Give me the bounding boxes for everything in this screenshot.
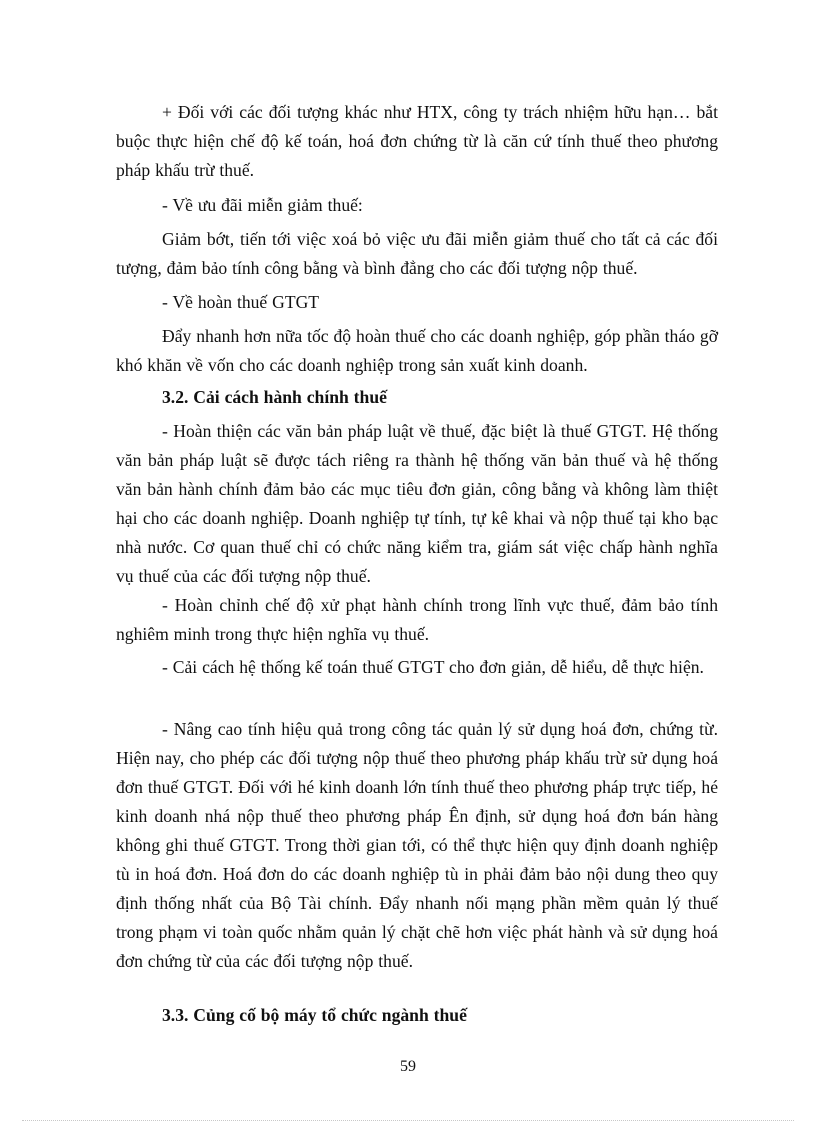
paragraph-tax-incentives-heading: - Về ưu đãi miễn giảm thuế:: [162, 195, 363, 215]
page-number: 59: [400, 1058, 416, 1075]
paragraph-vat-refund-body: Đẩy nhanh hơn nữa tốc độ hoàn thuế cho các doanh nghiệp, góp phần tháo gỡ khó khăn về vốn cho các doanh nghiệp trong sản xuất kinh doanh.: [116, 326, 718, 375]
page-bottom-divider: [22, 1120, 794, 1121]
paragraph-tax-incentives-body: Giảm bớt, tiến tới việc xoá bỏ việc ưu đãi miễn giảm thuế cho tất cả các đối tượng, đảm bảo tính công bằng và bình đẳng cho các đối tượng nộp thuế.: [116, 229, 718, 278]
paragraph-administrative-penalties: - Hoàn chỉnh chế độ xử phạt hành chính trong lĩnh vực thuế, đảm bảo tính nghiêm minh trong thực hiện nghĩa vụ thuế.: [116, 595, 718, 644]
section-heading-3-3: 3.3. Củng cố bộ máy tổ chức ngành thuế: [162, 1005, 467, 1025]
section-heading-3-2: 3.2. Cải cách hành chính thuế: [162, 387, 387, 407]
paragraph-invoice-management: - Nâng cao tính hiệu quả trong công tác quản lý sử dụng hoá đơn, chứng từ. Hiện nay, cho phép các đối tượng nộp thuế theo phương pháp khấu trừ sử dụng hoá đơn thuế GTGT. Đối với hé kinh doanh lớn tính thuế theo phương pháp trực tiếp, hé kinh doanh nhá nộp thuế theo phương pháp Ên định, sử dụng hoá đơn bán hàng không ghi thuế GTGT. Trong thời gian tới, có thể thực hiện quy định doanh nghiệp tù in hoá đơn. Hoá đơn do các doanh nghiệp tù in phải đảm bảo nội dung theo quy định thống nhất của Bộ Tài chính. Đẩy nhanh nối mạng phần mềm quản lý thuế trong phạm vi toàn quốc nhằm quản lý chặt chẽ hơn việc phát hành và sử dụng hoá đơn chứng từ của các đối tượng nộp thuế.: [116, 719, 718, 971]
paragraph-htx-accounting: + Đối với các đối tượng khác như HTX, công ty trách nhiệm hữu hạn… bắt buộc thực hiện chế độ kế toán, hoá đơn chứng từ là căn cứ tính thuế theo phương pháp khấu trừ thuế.: [116, 102, 718, 180]
paragraph-legal-documents: - Hoàn thiện các văn bản pháp luật về thuế, đặc biệt là thuế GTGT. Hệ thống văn bản pháp luật sẽ được tách riêng ra thành hệ thống văn bản thuế và hệ thống văn bản hành chính đảm bảo các mục tiêu đơn giản, công bằng và không làm thiệt hại cho các doanh nghiệp. Doanh nghiệp tự tính, tự kê khai và nộp thuế tại kho bạc nhà nước. Cơ quan thuế chỉ có chức năng kiểm tra, giám sát việc chấp hành nghĩa vụ thuế của các đối tượng nộp thuế.: [116, 421, 718, 586]
paragraph-accounting-reform: - Cải cách hệ thống kế toán thuế GTGT cho đơn giản, dễ hiểu, dễ thực hiện.: [162, 657, 704, 677]
paragraph-vat-refund-heading: - Về hoàn thuế GTGT: [162, 292, 320, 312]
